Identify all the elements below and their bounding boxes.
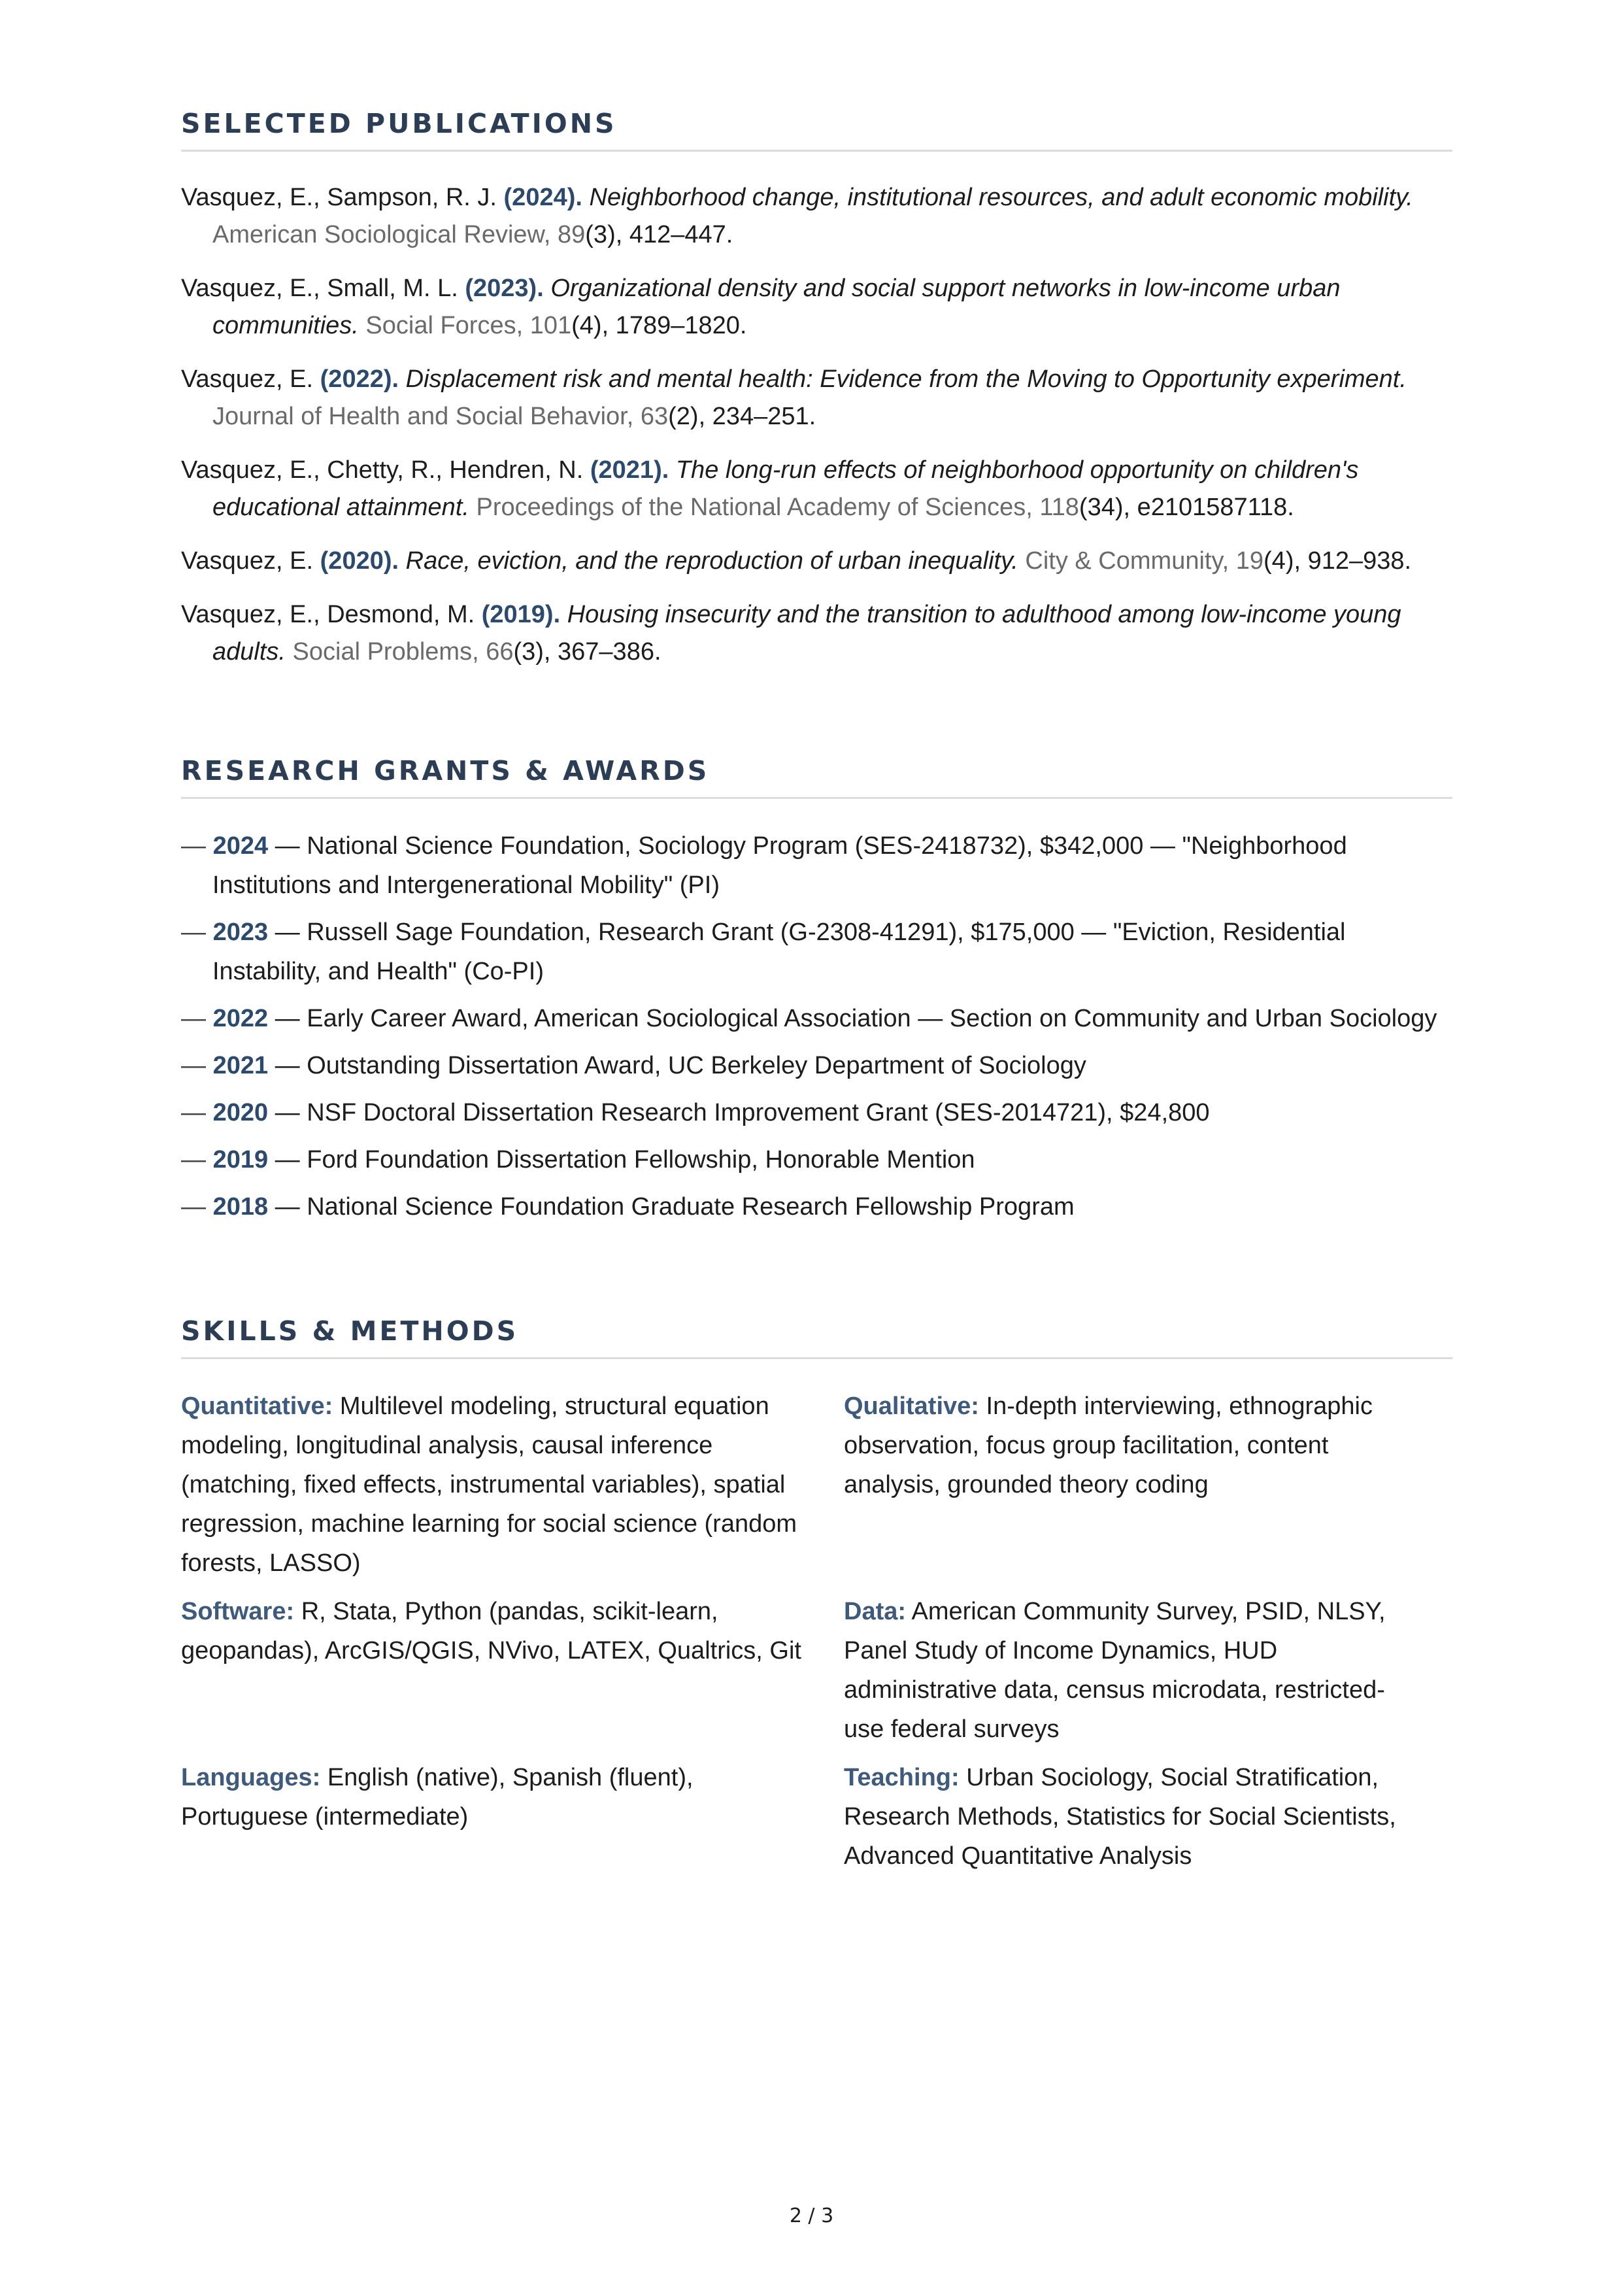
grant-entry — [181, 826, 1452, 905]
publications-section — [181, 108, 1452, 687]
grant-entry — [181, 1093, 1452, 1132]
publication-year: (2020). — [320, 547, 399, 575]
skill-label: Quantitative: — [181, 1393, 333, 1420]
publication-entry — [181, 452, 1452, 526]
publication-journal: Social Problems, 66 — [292, 638, 514, 666]
grant-dash: — — [181, 1052, 206, 1079]
publication-title: Organizational density and social support networks in low-income urban communities. — [212, 275, 1341, 339]
grant-year: 2022 — [212, 1005, 269, 1032]
publication-entry — [181, 361, 1452, 435]
grant-year: 2021 — [212, 1052, 269, 1079]
publication-journal: City & Community, 19 — [1025, 547, 1264, 575]
skill-data — [844, 1592, 1452, 1749]
publication-entry — [181, 543, 1452, 580]
grant-year: 2024 — [212, 832, 269, 860]
skill-quantitative — [181, 1387, 844, 1583]
publication-year: (2021). — [590, 456, 669, 484]
grant-dash: — — [181, 1005, 206, 1032]
skill-text: Urban Sociology, Social Stratification, Research Methods, Statistics for Social Scientists, Advanced Quantitative Analysis — [844, 1764, 1396, 1870]
publication-entry — [181, 596, 1452, 671]
publication-authors: Vasquez, E. — [181, 547, 314, 575]
publications-heading: SELECTED PUBLICATIONS — [181, 108, 1452, 152]
publication-title: Displacement risk and mental health: Evidence from the Moving to Opportunity experiment. — [405, 365, 1407, 393]
skills-section — [181, 1315, 1452, 1876]
grant-year: 2020 — [212, 1099, 269, 1126]
skill-label: Qualitative: — [844, 1393, 979, 1420]
grant-dash: — — [181, 919, 206, 946]
publication-year: (2023). — [465, 275, 544, 302]
grant-entry — [181, 1187, 1452, 1226]
grants-heading: RESEARCH GRANTS & AWARDS — [181, 755, 1452, 799]
publication-journal: Proceedings of the National Academy of Sciences, 118 — [476, 494, 1079, 521]
publication-issue: (3), 412–447. — [585, 221, 733, 248]
publication-journal: American Sociological Review, 89 — [212, 221, 586, 248]
publication-authors: Vasquez, E., Sampson, R. J. — [181, 184, 497, 211]
skill-languages — [181, 1758, 844, 1876]
skill-text: R, Stata, Python (pandas, scikit-learn, geopandas), ArcGIS/QGIS, NVivo, LATEX, Qualtrics, Git — [181, 1598, 801, 1664]
publication-issue: (3), 367–386. — [513, 638, 661, 666]
publication-title: Housing insecurity and the transition to adulthood among low-income young adults. — [212, 601, 1401, 666]
grant-entry — [181, 1046, 1452, 1085]
publication-year: (2024). — [503, 184, 582, 211]
publication-title: Race, eviction, and the reproduction of urban inequality. — [405, 547, 1018, 575]
grant-text: — NSF Doctoral Dissertation Research Improvement Grant (SES-2014721), $24,800 — [275, 1099, 1210, 1126]
skill-text: In-depth interviewing, ethnographic observation, focus group facilitation, content analysis, grounded theory coding — [844, 1393, 1373, 1498]
grant-dash: — — [181, 1099, 206, 1126]
grants-list — [181, 826, 1452, 1226]
publication-issue: (2), 234–251. — [668, 403, 816, 430]
skill-text: Multilevel modeling, structural equation modeling, longitudinal analysis, causal inference (matching, fixed effects, instrumental variables), spatial regression, machine learning for social science (random forests, LASSO) — [181, 1393, 797, 1577]
skill-qualitative — [844, 1387, 1452, 1583]
grant-year: 2023 — [212, 919, 269, 946]
publication-authors: Vasquez, E., Desmond, M. — [181, 601, 475, 628]
publication-authors: Vasquez, E., Chetty, R., Hendren, N. — [181, 456, 584, 484]
grant-dash: — — [181, 832, 206, 860]
page-number: 2 / 3 — [789, 2204, 834, 2227]
grant-entry — [181, 999, 1452, 1038]
grant-entry — [181, 1140, 1452, 1179]
skill-label: Software: — [181, 1598, 295, 1625]
grant-text: — National Science Foundation Graduate Research Fellowship Program — [275, 1193, 1075, 1221]
skill-label: Languages: — [181, 1764, 321, 1791]
publication-journal: Journal of Health and Social Behavior, 63 — [212, 403, 669, 430]
skill-text: American Community Survey, PSID, NLSY, Panel Study of Income Dynamics, HUD administrative data, census microdata, restricted-use federal surveys — [844, 1598, 1386, 1743]
grant-dash: — — [181, 1193, 206, 1221]
publication-year: (2019). — [481, 601, 561, 628]
grant-text: — Early Career Award, American Sociological Association — Section on Community and Urban Sociology — [275, 1005, 1437, 1032]
publication-authors: Vasquez, E., Small, M. L. — [181, 275, 458, 302]
skill-software — [181, 1592, 844, 1749]
grant-year: 2019 — [212, 1146, 269, 1173]
publication-year: (2022). — [320, 365, 399, 393]
publication-title: The long-run effects of neighborhood opportunity on children's educational attainment. — [212, 456, 1359, 521]
publication-issue: (4), 912–938. — [1263, 547, 1412, 575]
skill-text: English (native), Spanish (fluent), Portuguese (intermediate) — [181, 1764, 694, 1831]
publication-entry — [181, 179, 1452, 254]
grant-text: — Outstanding Dissertation Award, UC Berkeley Department of Sociology — [275, 1052, 1086, 1079]
grant-dash: — — [181, 1146, 206, 1173]
grant-entry — [181, 913, 1452, 991]
publication-title: Neighborhood change, institutional resources, and adult economic mobility. — [589, 184, 1413, 211]
skill-label: Teaching: — [844, 1764, 960, 1791]
grants-section — [181, 755, 1452, 1234]
grant-text: — National Science Foundation, Sociology Program (SES-2418732), $342,000 — "Neighborhood Institutions and Intergenerational Mobility" (PI) — [212, 832, 1347, 899]
grant-text: — Russell Sage Foundation, Research Grant (G-2308-41291), $175,000 — "Eviction, Residential Instability, and Health" (Co-PI) — [212, 919, 1346, 985]
skills-heading: SKILLS & METHODS — [181, 1315, 1452, 1359]
publication-journal: Social Forces, 101 — [365, 312, 572, 339]
publications-list — [181, 179, 1452, 671]
skill-teaching — [844, 1758, 1452, 1876]
publication-authors: Vasquez, E. — [181, 365, 314, 393]
skills-grid — [181, 1387, 1452, 1876]
grant-text: — Ford Foundation Dissertation Fellowship, Honorable Mention — [275, 1146, 975, 1173]
publication-issue: (4), 1789–1820. — [571, 312, 747, 339]
skill-label: Data: — [844, 1598, 907, 1625]
grant-year: 2018 — [212, 1193, 269, 1221]
publication-issue: (34), e2101587118. — [1079, 494, 1294, 521]
publication-entry — [181, 270, 1452, 345]
